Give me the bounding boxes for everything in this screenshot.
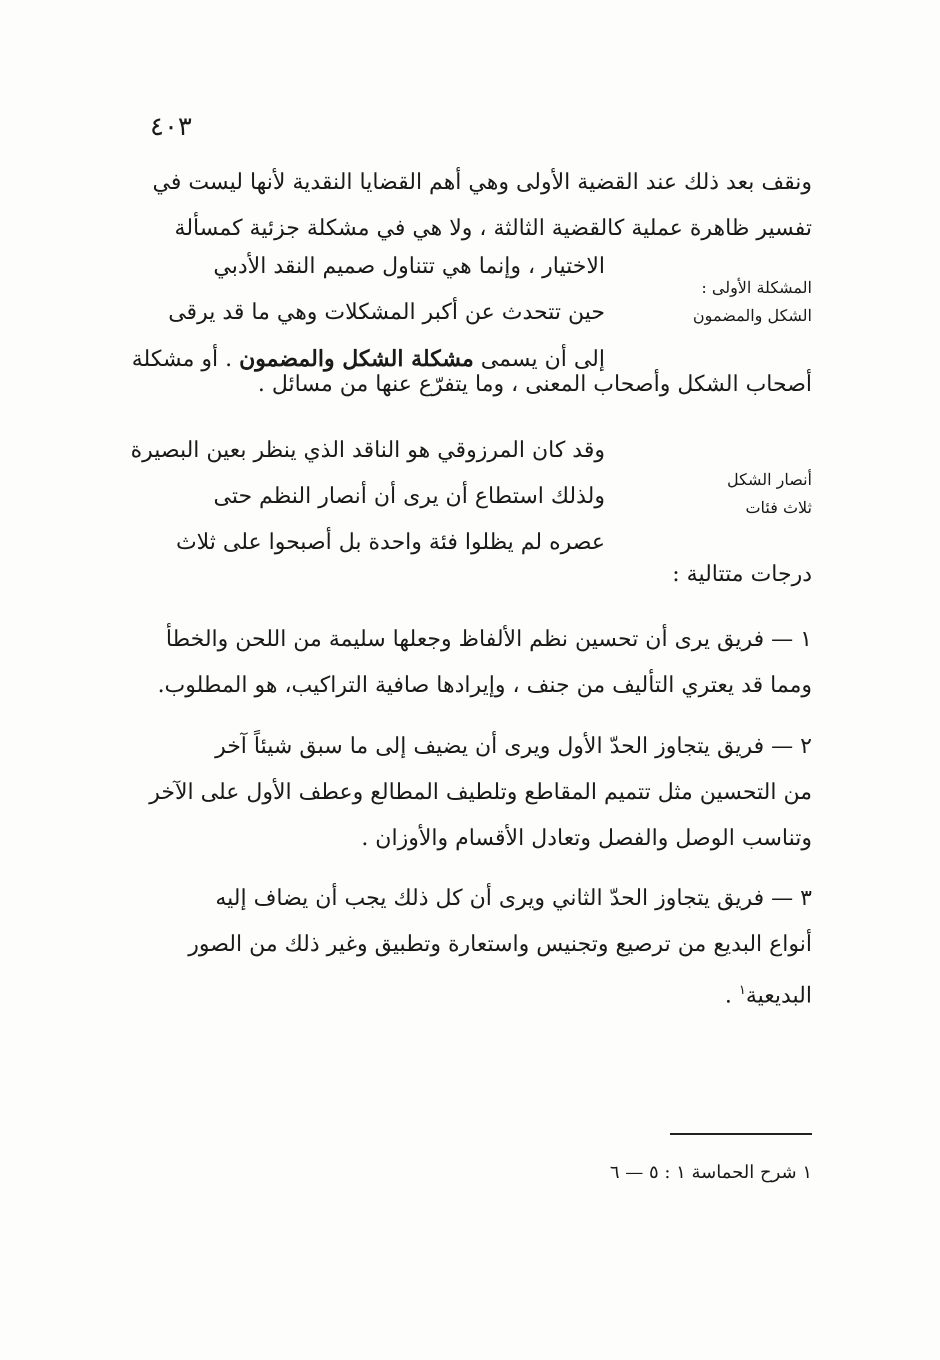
text-line: ونقف بعد ذلك عند القضية الأولى وهي أهم القضايا النقدية لأنها ليست في — [152, 170, 812, 195]
text-line: تفسير ظاهرة عملية كالقضية الثالثة ، ولا هي في مشكلة جزئية كمسألة — [174, 216, 812, 241]
text-line: ١ — فريق يرى أن تحسين نظم الألفاظ وجعلها سليمة من اللحن والخطأ — [165, 627, 812, 652]
section2-closing — [150, 552, 812, 598]
text-line: حين تتحدث عن أكبر المشكلات وهي ما قد يرقى — [168, 300, 605, 325]
list-item-1 — [150, 617, 812, 709]
text-line: ٣ — فريق يتجاوز الحدّ الثاني ويرى أن كل ذلك يجب أن يضاف إليه — [215, 886, 812, 911]
text-span: . أو مشكلة — [131, 347, 240, 372]
footnote: ١ شرح الحماسة ١ : ٥ — ٦ — [609, 1162, 812, 1183]
text-span: إلى أن يسمى — [473, 347, 605, 372]
list-item-2 — [150, 724, 812, 862]
text-line: ٢ — فريق يتجاوز الحدّ الأول ويرى أن يضيف إلى ما سبق شيئاً آخر — [215, 734, 812, 759]
text-line: ومما قد يعتري التأليف من جنف ، وإيرادها صافية التراكيب، هو المطلوب. — [157, 673, 812, 698]
bold-term: مشكلة الشكل والمضمون — [239, 346, 474, 372]
text-line: عصره لم يظلوا فئة واحدة بل أصبحوا على ثلاث — [175, 530, 605, 555]
text-line: من التحسين مثل تتميم المقاطع وتلطيف المطالع وعطف الأول على الآخر — [149, 780, 812, 805]
footnote-reference: ١ — [738, 983, 746, 998]
text-line: درجات متتالية : — [672, 562, 812, 587]
text-line: أصحاب الشكل وأصحاب المعنى ، وما يتفرّع عنها من مسائل . — [257, 372, 812, 397]
margin-note-line: المشكلة الأولى : — [701, 278, 812, 297]
text-line: ولذلك استطاع أن يرى أن أنصار النظم حتى — [213, 484, 605, 509]
margin-note-form-supporters — [660, 466, 812, 522]
margin-note-form-content — [660, 274, 812, 330]
text-span: البديعية — [745, 983, 812, 1009]
text-line: وقد كان المرزوقي هو الناقد الذي ينظر بعين البصيرة — [130, 438, 605, 463]
section2-paragraph — [130, 428, 605, 566]
margin-note-line: ثلاث فئات — [745, 498, 812, 517]
text-line: وتناسب الوصل والفصل وتعادل الأقسام والأوزان . — [361, 826, 812, 851]
margin-note-line: الشكل والمضمون — [692, 306, 812, 325]
footnote-divider — [670, 1133, 812, 1135]
page-number: ٤٠٣ — [150, 112, 192, 142]
text-line: الاختيار ، وإنما هي تتناول صميم النقد الأدبي — [213, 254, 605, 279]
margin-note-line: أنصار الشكل — [726, 470, 812, 489]
text-line-with-footnote-ref — [150, 968, 812, 1014]
list-item-3 — [150, 876, 812, 1014]
text-line: أنواع البديع من ترصيع وتجنيس واستعارة وتطبيق وغير ذلك من الصور — [188, 932, 812, 957]
section1-closing — [150, 362, 812, 408]
intro-paragraph — [150, 160, 812, 252]
text-span: . — [724, 983, 739, 1009]
